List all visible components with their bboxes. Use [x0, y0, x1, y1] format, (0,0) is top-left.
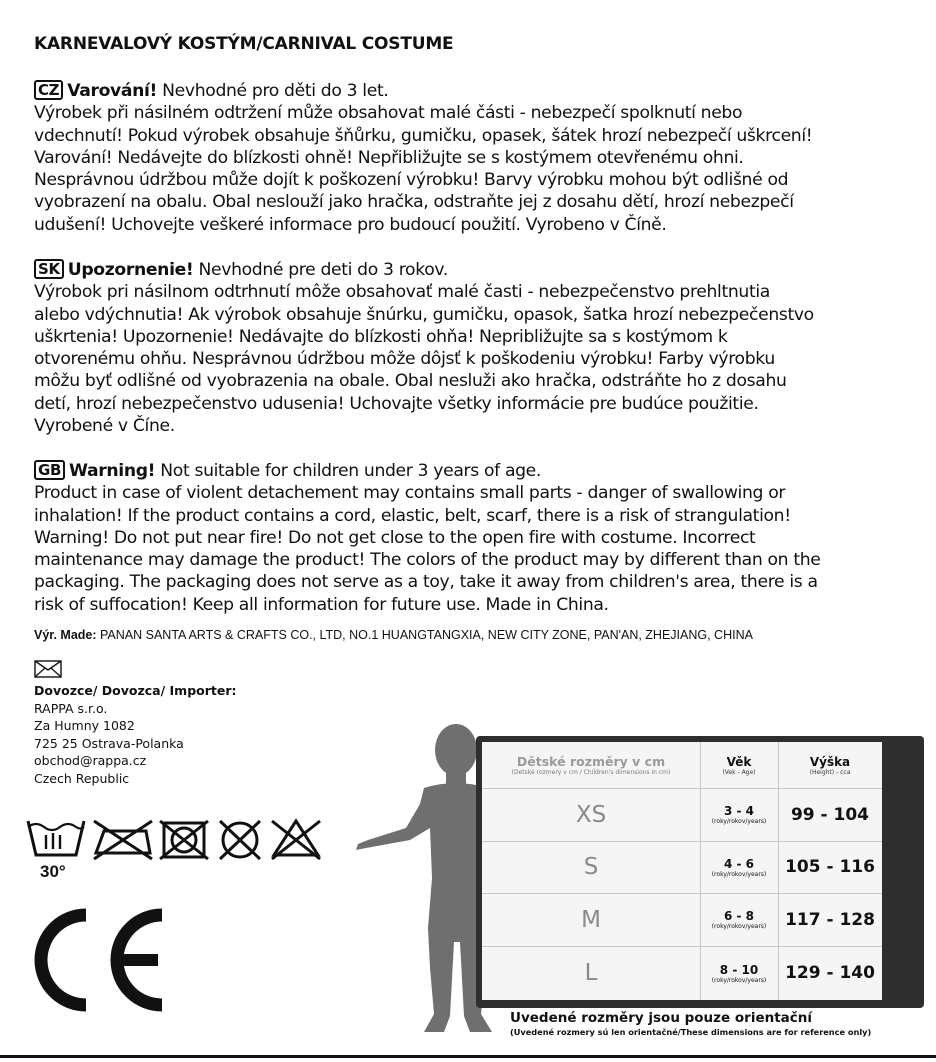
section-body	[34, 482, 929, 616]
section-line: uškrtenia! Upozornenie! Nedávajte do blízkosti ohňa! Nepribližujte sa s kostýmom k	[34, 326, 728, 347]
warning-label: Varování!	[67, 81, 158, 101]
age-cell: 4 - 6 (roky/rokov/years)	[711, 856, 767, 878]
section-line: packaging. The packaging does not serve as a toy, take it away from children's area, there is a	[34, 572, 818, 593]
section-line: otvorenému ohňu. Nesprávnou údržbou môže dôjsť k poškodeniu výrobku! Farby výrobku	[34, 349, 775, 370]
section-body	[34, 281, 929, 437]
section-line: Výrobek při násilném odtržení může obsahovat malé části - nebezpečí spolknutí nebo	[34, 103, 743, 124]
section-line: Warning! Do not put near fire! Do not get close to the open fire with costume. Incorrect	[34, 527, 756, 548]
section-body	[34, 102, 929, 236]
envelope-icon	[34, 660, 62, 682]
ce-mark-icon	[24, 905, 174, 1019]
section-line: vyobrazení na obalu. Obal neslouží jako hračka, odstraňte jej z dosahu dětí, hrozí nebezpečí	[34, 192, 794, 213]
importer-heading: Dovozce/ Dovozca/ Importer:	[34, 683, 237, 698]
section-sk	[34, 259, 929, 437]
lang-badge-gb: GB	[34, 460, 65, 480]
manufacturer-line	[34, 628, 753, 642]
section-gb	[34, 460, 929, 616]
size-s: S	[583, 854, 599, 880]
size-note-sub: (Uvedené rozmery sú len orientačné/These dimensions are for reference only)	[510, 1027, 872, 1037]
section-line: alebo vdýchnutia! Ak výrobok obsahuje šnúrku, gumičku, opasok, šatka hrozí nebezpečenstvo	[34, 304, 814, 325]
size-table	[482, 742, 882, 1000]
age-cell: 6 - 8 (roky/rokov/years)	[711, 909, 767, 930]
wash-30-icon	[28, 821, 84, 881]
no-bleach-icon	[272, 821, 320, 859]
bottom-rule	[0, 1055, 936, 1058]
no-dry-clean-icon	[220, 821, 260, 859]
age-cell: 3 - 4 (roky/rokov/years)	[711, 804, 767, 825]
section-line: detí, hrozí nebezpečenstvo udusenia! Uchovajte všetky informácie pre budúce použitie.	[34, 393, 759, 414]
warning-lead: Nevhodné pro děti do 3 let.	[157, 81, 389, 101]
size-xs: XS	[575, 801, 607, 828]
section-line: vdechnutí! Pokud výrobek obsahuje šňůrku, gumičku, opasek, šátek hrozí nebezpečí uškrcení!	[34, 125, 813, 146]
warning-lead: Not suitable for children under 3 years of age.	[155, 461, 542, 481]
page-title: KARNEVALOVÝ KOSTÝM/CARNIVAL COSTUME	[34, 34, 454, 54]
importer-line: Czech Republic	[34, 770, 130, 786]
importer-line: Za Humny 1082	[34, 718, 135, 733]
warning-lead: Nevhodné pre deti do 3 rokov.	[193, 260, 448, 280]
section-line: inhalation! If the product contains a cord, elastic, belt, scarf, there is a risk of strangulation!	[34, 505, 791, 526]
manufacturer-label: Výr. Made:	[34, 628, 97, 642]
importer-line: RAPPA s.r.o.	[34, 700, 108, 716]
section-line: Varování! Nedávejte do blízkosti ohně! Nepřibližujte se s kostýmem otevřenému ohni.	[34, 147, 744, 168]
importer-block	[34, 682, 237, 787]
manufacturer-text: PANAN SANTA ARTS & CRAFTS CO., LTD, NO.1 HUANGTANGXIA, NEW CITY ZONE, PAN'AN, ZHEJIANG, CHINA	[96, 628, 753, 642]
no-iron-icon	[94, 821, 152, 859]
section-line: Product in case of violent detachement may contains small parts - danger of swallowing or	[34, 483, 786, 504]
section-line: Výrobok pri násilnom odtrhnutí môže obsahovať malé časti - nebezpečenstvo prehltnutia	[34, 282, 770, 303]
size-l: L	[584, 960, 598, 986]
size-table-frame	[476, 736, 924, 1008]
height-cell: 129 - 140	[785, 963, 875, 983]
section-cz	[34, 80, 929, 236]
section-line: môžu byť odlišné od vyobrazenia na obale. Obal nesluži ako hračka, odstráňte ho z dosahu	[34, 371, 787, 392]
section-line: maintenance may damage the product! The colors of the product may by different than on the	[34, 550, 821, 571]
warning-label: Upozornenie!	[67, 260, 194, 280]
age-cell: 8 - 10 (roky/rokov/years)	[711, 962, 767, 984]
size-table-header-height: Výška (Height) - cca	[809, 754, 851, 776]
size-table-header-age: Věk (Vek - Age)	[722, 754, 756, 776]
lang-badge-sk: SK	[34, 259, 64, 279]
size-note: Uvedené rozměry jsou pouze orientační	[510, 1010, 813, 1026]
section-line: risk of suffocation! Keep all information for future use. Made in China.	[34, 594, 609, 615]
lang-badge-cz: CZ	[34, 80, 63, 100]
wash-temperature: 30°	[40, 862, 66, 881]
section-line: Nesprávnou údržbou může dojít k poškození výrobku! Barvy výrobku mohou být odlišné od	[34, 170, 789, 191]
size-table-header-dimensions: Dětské rozměry v cm (Detské rozmery v cm / Children's dimensions in cm)	[511, 754, 671, 776]
section-line: udušení! Uchovejte veškeré informace pro budoucí použití. Vyrobeno v Číně.	[34, 214, 667, 235]
importer-email: obchod@rappa.cz	[34, 753, 147, 768]
warning-label: Warning!	[69, 461, 156, 481]
section-line: Vyrobené v Číne.	[34, 416, 175, 437]
height-cell: 99 - 104	[790, 804, 870, 825]
care-symbols	[24, 813, 334, 889]
height-cell: 117 - 128	[785, 909, 875, 930]
size-m: M	[581, 906, 601, 933]
height-cell: 105 - 116	[785, 857, 875, 877]
importer-line: 725 25 Ostrava-Polanka	[34, 735, 184, 751]
no-tumble-dry-icon	[160, 821, 208, 859]
